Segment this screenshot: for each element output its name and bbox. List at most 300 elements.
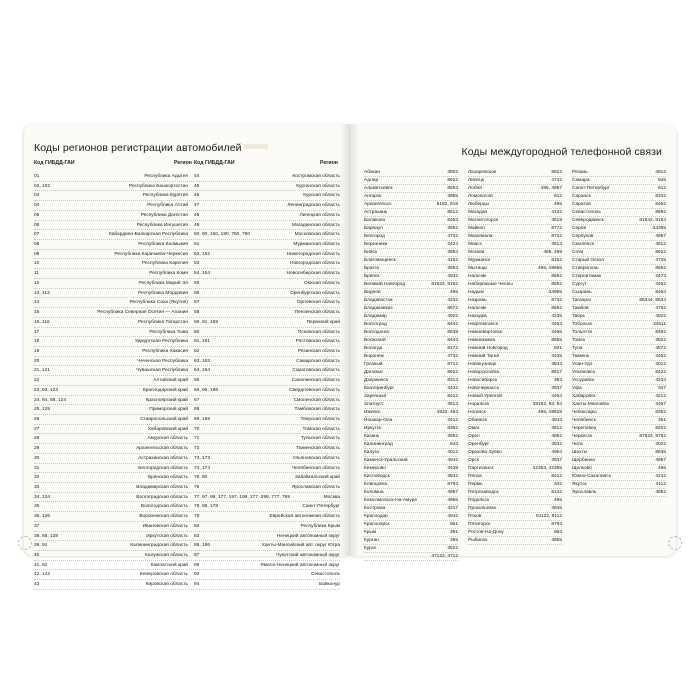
list-item bbox=[468, 337, 562, 345]
list-item bbox=[364, 273, 458, 281]
dialing-code: 34385 bbox=[652, 226, 666, 231]
list-item bbox=[468, 425, 562, 433]
dialing-code: 4236 bbox=[551, 314, 562, 319]
dialing-code: 3519 bbox=[551, 218, 562, 223]
region-name: Пензенская область bbox=[294, 310, 340, 316]
dialing-code: 495, 499 bbox=[543, 250, 562, 255]
region-code: 64, 164 bbox=[194, 368, 211, 374]
region-name: Республика Бурятия bbox=[142, 193, 188, 199]
region-name: Самарская область bbox=[296, 358, 340, 364]
table-row bbox=[34, 221, 340, 231]
city-name: Грозный bbox=[364, 362, 383, 367]
city-name: Северодвинск bbox=[572, 218, 604, 223]
list-item bbox=[364, 337, 458, 345]
region-name: Ростовская область bbox=[295, 339, 340, 345]
list-item bbox=[572, 305, 666, 313]
region-name: Москва bbox=[323, 494, 340, 500]
region-code: 63, 163 bbox=[194, 358, 211, 364]
dialing-code: 4942 bbox=[447, 514, 458, 519]
region-code: 65 bbox=[194, 378, 200, 384]
dialing-code: 34995 bbox=[548, 290, 562, 295]
region-code: 26 bbox=[34, 416, 40, 422]
table-row bbox=[34, 279, 340, 289]
region-name: Курская область bbox=[303, 193, 340, 199]
list-item bbox=[572, 465, 666, 473]
region-name: Еврейская автономная область bbox=[269, 514, 340, 520]
region-code: 94 bbox=[194, 582, 200, 588]
table-row bbox=[34, 454, 340, 464]
table-row bbox=[34, 532, 340, 542]
region-code: 62 bbox=[194, 348, 200, 354]
list-item bbox=[364, 409, 458, 417]
city-name: Новый Уренгой bbox=[468, 394, 502, 399]
table-row bbox=[34, 308, 340, 318]
city-name: Черкесск bbox=[572, 434, 593, 439]
table-row bbox=[34, 551, 340, 561]
region-code: 01 bbox=[34, 174, 40, 179]
region-code: 49 bbox=[194, 222, 200, 228]
city-name: Тверь bbox=[572, 314, 586, 319]
region-code: 39, 91 bbox=[34, 543, 48, 549]
list-item bbox=[572, 345, 666, 353]
table-row bbox=[34, 298, 340, 308]
dialing-code: 8362 bbox=[447, 426, 458, 431]
list-item bbox=[364, 497, 458, 505]
region-name: Чувашская Республика bbox=[136, 368, 188, 374]
vehicle-table-header bbox=[34, 160, 340, 170]
table-row bbox=[34, 172, 340, 182]
region-name: Камчатский край bbox=[150, 562, 188, 568]
dialing-code: 861 bbox=[449, 522, 458, 527]
city-name: Махачкала bbox=[468, 234, 493, 239]
dialing-code: 3812 bbox=[551, 426, 562, 431]
phone-codes-column-1 bbox=[364, 169, 458, 561]
region-name: Оренбургская область bbox=[290, 290, 340, 296]
city-name: Партизанск bbox=[468, 466, 494, 471]
region-code: 19 bbox=[34, 348, 40, 354]
list-item bbox=[364, 305, 458, 313]
dialing-code: 3466 bbox=[551, 330, 562, 335]
region-code: 71 bbox=[194, 436, 200, 442]
table-row bbox=[34, 561, 340, 571]
table-row bbox=[34, 444, 340, 454]
list-item bbox=[364, 441, 458, 449]
region-code: 17 bbox=[34, 329, 40, 335]
dialing-code: 4725 bbox=[655, 258, 666, 263]
list-item bbox=[572, 233, 666, 241]
region-code: 04 bbox=[34, 203, 40, 209]
dialing-code: 3955 bbox=[447, 194, 458, 199]
region-code: 03 bbox=[34, 193, 40, 199]
city-name: Шахты bbox=[572, 450, 588, 455]
region-code: 35 bbox=[34, 504, 40, 510]
dialing-code: 4843 bbox=[551, 418, 562, 423]
list-item bbox=[572, 313, 666, 321]
city-name: Москва bbox=[468, 250, 485, 255]
region-code: 78, 98, 178 bbox=[194, 504, 219, 510]
region-name: Кировская область bbox=[145, 582, 188, 588]
list-item bbox=[572, 401, 666, 409]
region-name: Саратовская область bbox=[292, 368, 340, 374]
list-item bbox=[572, 265, 666, 273]
city-name: Ярославль bbox=[572, 490, 597, 495]
region-code: 68 bbox=[194, 407, 200, 413]
city-name: Тольятти bbox=[572, 330, 593, 335]
dialing-code: 34511 bbox=[653, 322, 666, 327]
table-row bbox=[34, 405, 340, 415]
region-name: Чукотский автономный округ bbox=[276, 553, 340, 559]
region-code: 23, 93, 123 bbox=[34, 387, 59, 393]
table-row bbox=[34, 289, 340, 299]
list-item bbox=[572, 457, 666, 465]
list-item bbox=[468, 249, 562, 257]
region-name: Тульская область bbox=[300, 436, 340, 442]
dialing-code: 3522 bbox=[447, 546, 458, 551]
dialing-code: 4932, 493 bbox=[436, 410, 458, 415]
city-name: Новокузнецк bbox=[468, 362, 497, 367]
list-item bbox=[364, 217, 458, 225]
dialing-code: 4217 bbox=[447, 506, 458, 511]
city-name: Владикавказ bbox=[364, 306, 393, 311]
region-code: 52, 152 bbox=[194, 251, 211, 257]
region-code: 24, 84, 88, 124 bbox=[34, 397, 67, 403]
region-name: Владимирская область bbox=[136, 485, 188, 490]
city-name: Серов bbox=[572, 226, 587, 231]
list-item bbox=[364, 233, 458, 241]
header-region: Регион bbox=[174, 160, 192, 166]
region-name: Ярославская область bbox=[291, 485, 340, 490]
dialing-code: 8453 bbox=[447, 218, 458, 223]
region-name: Мурманская область bbox=[293, 242, 340, 248]
city-name: Коломна bbox=[364, 490, 384, 495]
region-name: Архангельская область bbox=[136, 446, 188, 452]
region-name: Ульяновская область bbox=[292, 455, 340, 461]
table-row bbox=[34, 347, 340, 357]
region-code: 59, 81, 159 bbox=[194, 319, 219, 325]
list-item bbox=[468, 329, 562, 337]
city-name: Подольск bbox=[468, 498, 490, 503]
region-code: 47 bbox=[194, 203, 200, 209]
region-name: Курганская область bbox=[296, 183, 340, 189]
dialing-code: 4722 bbox=[447, 234, 458, 239]
dialing-code: 3513 bbox=[551, 242, 562, 247]
dialing-code: 3842 bbox=[447, 474, 458, 479]
list-item bbox=[364, 393, 458, 401]
region-name: Магаданская область bbox=[291, 222, 340, 228]
region-name: Хабаровский край bbox=[147, 426, 188, 432]
list-item bbox=[364, 297, 458, 305]
region-name: Калининградская область bbox=[130, 543, 188, 549]
table-row bbox=[34, 415, 340, 425]
table-row bbox=[34, 337, 340, 347]
city-name: Оренбург bbox=[468, 442, 490, 447]
city-name: Кострома bbox=[364, 506, 386, 511]
city-name: Тамбов bbox=[572, 306, 589, 311]
dialing-code: 342 bbox=[553, 482, 562, 487]
region-code: 08 bbox=[34, 242, 40, 248]
city-name: Пермь bbox=[468, 482, 483, 487]
list-item bbox=[468, 233, 562, 241]
list-item bbox=[364, 185, 458, 193]
region-name: Новгородская область bbox=[290, 261, 340, 267]
city-name: Саранск bbox=[572, 194, 591, 199]
region-name: Севастополь bbox=[311, 572, 340, 578]
city-name: Хабаровск bbox=[572, 394, 596, 399]
dialing-code: 8672 bbox=[447, 306, 458, 311]
list-item bbox=[572, 433, 666, 441]
dialing-code: 8452 bbox=[655, 202, 666, 207]
city-name: Томск bbox=[572, 338, 586, 343]
table-row bbox=[34, 259, 340, 269]
region-code: 48 bbox=[194, 212, 200, 218]
region-code: 38, 85, 138 bbox=[34, 533, 59, 539]
dialing-code: 3435 bbox=[551, 354, 562, 359]
list-item bbox=[468, 505, 562, 513]
city-name: Ижевск bbox=[364, 410, 381, 415]
city-name: Владимир bbox=[364, 314, 387, 319]
city-name: Ульяновск bbox=[572, 370, 595, 375]
city-name: Великий Новгород bbox=[364, 282, 405, 287]
dialing-code: 4855 bbox=[551, 538, 562, 543]
city-name: Адлер bbox=[364, 178, 379, 183]
dialing-code: 4234 bbox=[655, 378, 666, 383]
vehicle-codes-table bbox=[34, 172, 340, 590]
region-name: Челябинская область bbox=[291, 465, 340, 471]
city-name: Петрозаводск bbox=[468, 490, 499, 495]
list-item bbox=[572, 353, 666, 361]
dialing-code: 3452 bbox=[655, 354, 666, 359]
region-name: Новосибирская область bbox=[286, 271, 340, 277]
region-code: 44 bbox=[194, 174, 200, 179]
table-row bbox=[34, 434, 340, 444]
dialing-code: 4162 bbox=[447, 258, 458, 263]
city-name: Новосибирск bbox=[468, 378, 497, 383]
table-row bbox=[34, 493, 340, 503]
list-item bbox=[572, 489, 666, 497]
region-name: Амурская область bbox=[147, 436, 188, 442]
region-name: Республика Мордовия bbox=[138, 290, 188, 296]
dialing-code: 8793 bbox=[551, 522, 562, 527]
city-name: Омск bbox=[468, 426, 480, 431]
city-name: Благовещенск bbox=[364, 258, 396, 263]
city-name: Йошкар-Ола bbox=[364, 418, 393, 423]
table-row bbox=[34, 328, 340, 338]
region-code: 43 bbox=[34, 582, 40, 588]
region-code: 41, 82 bbox=[34, 562, 48, 568]
dialing-code: 47122, 4712 bbox=[431, 554, 458, 559]
region-code: 77, 97, 99, 177, 197, 199, 277, 299, 777, 799 bbox=[194, 494, 291, 500]
region-name: Республика Крым bbox=[300, 523, 340, 529]
list-item bbox=[364, 513, 458, 521]
phone-codes-column-2 bbox=[468, 169, 562, 545]
dialing-code: 8464 bbox=[655, 290, 666, 295]
dialing-code: 3467 bbox=[655, 402, 666, 407]
list-item bbox=[468, 537, 562, 545]
region-code: 57 bbox=[194, 300, 200, 306]
region-name: Свердловская область bbox=[289, 387, 340, 393]
region-code: 22 bbox=[34, 378, 40, 384]
list-item bbox=[364, 209, 458, 217]
region-name: Калужская область bbox=[145, 553, 188, 559]
region-name: Смоленская область bbox=[293, 397, 340, 403]
city-name: Щербинка bbox=[572, 458, 595, 463]
dialing-code: 3846 bbox=[551, 506, 562, 511]
region-code: 05 bbox=[34, 212, 40, 218]
region-code: 18 bbox=[34, 339, 40, 345]
region-code: 10 bbox=[34, 261, 40, 267]
list-item bbox=[468, 185, 562, 193]
city-name: Уфа bbox=[572, 386, 582, 391]
list-item bbox=[364, 433, 458, 441]
list-item bbox=[572, 257, 666, 265]
list-item bbox=[468, 473, 562, 481]
dialing-code: 4862 bbox=[551, 434, 562, 439]
city-name: Казань bbox=[364, 434, 380, 439]
header-code: Код ГИБДД-ГАИ bbox=[34, 160, 75, 166]
list-item bbox=[572, 225, 666, 233]
dialing-code: 4852 bbox=[655, 490, 666, 495]
region-code: 14 bbox=[34, 300, 40, 306]
region-code: 87 bbox=[194, 553, 200, 559]
region-code: 45 bbox=[194, 183, 200, 189]
region-code: 67 bbox=[194, 397, 200, 403]
region-code: 51 bbox=[194, 242, 200, 248]
dialing-code: 3953 bbox=[447, 266, 458, 271]
city-name: Орск bbox=[468, 458, 479, 463]
dialing-code: 495 bbox=[553, 498, 562, 503]
dialing-code: 3012 bbox=[655, 362, 666, 367]
list-item bbox=[468, 521, 562, 529]
region-code: 15 bbox=[34, 310, 40, 316]
city-name: Прокопьевск bbox=[468, 506, 497, 511]
list-item bbox=[468, 481, 562, 489]
region-code: 50, 90, 150, 190, 750, 790 bbox=[194, 232, 251, 238]
list-item bbox=[468, 529, 562, 537]
city-name: Ставрополь bbox=[572, 266, 599, 271]
table-row bbox=[34, 318, 340, 328]
list-item bbox=[572, 201, 666, 209]
left-page bbox=[24, 124, 350, 588]
list-item bbox=[468, 225, 562, 233]
list-item bbox=[364, 417, 458, 425]
dialing-code: 8622 bbox=[551, 170, 562, 175]
dialing-code: 8443 bbox=[447, 338, 458, 343]
right-page bbox=[350, 124, 676, 559]
page-title-vehicle-codes: Коды регионов регистрации автомобилей bbox=[34, 142, 242, 154]
city-name: Заречный bbox=[364, 394, 387, 399]
list-item bbox=[468, 209, 562, 217]
list-item bbox=[468, 489, 562, 497]
city-name: Волгоград bbox=[364, 322, 387, 327]
list-item bbox=[364, 321, 458, 329]
dialing-code: 3902 bbox=[447, 170, 458, 175]
dialing-code: 8712 bbox=[447, 362, 458, 367]
list-item bbox=[364, 377, 458, 385]
dialing-code: 3022 bbox=[655, 442, 666, 447]
dialing-code: 8482 bbox=[655, 330, 666, 335]
table-row bbox=[34, 512, 340, 522]
region-name: Ивановская область bbox=[142, 523, 188, 529]
dialing-code: 4132 bbox=[551, 210, 562, 215]
list-item bbox=[572, 409, 666, 417]
city-name: Орехово-Зуево bbox=[468, 450, 502, 455]
region-name: Сахалинская область bbox=[291, 378, 340, 384]
region-name: Республика Башкортостан bbox=[128, 183, 188, 189]
dialing-code: 3537 bbox=[551, 458, 562, 463]
dialing-code: 4967 bbox=[655, 458, 666, 463]
city-name: Красноярск bbox=[364, 522, 390, 527]
dialing-code: 8142 bbox=[551, 490, 562, 495]
region-code: 73, 173 bbox=[194, 455, 211, 461]
list-item bbox=[364, 361, 458, 369]
city-name: Каменск-Уральский bbox=[364, 458, 408, 463]
list-item bbox=[364, 225, 458, 233]
city-name: Лазаревское bbox=[468, 170, 497, 175]
table-row bbox=[34, 357, 340, 367]
dialing-code: 8552 bbox=[551, 282, 562, 287]
table-row bbox=[34, 211, 340, 221]
dialing-code: 4812 bbox=[655, 242, 666, 247]
list-item bbox=[364, 385, 458, 393]
dialing-code: 3432 bbox=[447, 386, 458, 391]
dialing-code: 8182, 818 bbox=[436, 202, 458, 207]
dialing-code: 8202 bbox=[655, 426, 666, 431]
region-name: Красноярский край bbox=[145, 397, 188, 403]
region-code: 69, 169 bbox=[194, 416, 211, 422]
page-title-phone-codes: Коды междугородной телефонной связи bbox=[461, 146, 662, 158]
table-row bbox=[34, 191, 340, 201]
region-name: Белгородская область bbox=[138, 465, 188, 471]
dialing-code: 4112 bbox=[655, 482, 666, 487]
dialing-code: 4966 bbox=[447, 498, 458, 503]
city-name: Ханты-Мансийск bbox=[572, 402, 610, 407]
region-name: Астраханская область bbox=[138, 455, 188, 461]
table-row bbox=[34, 376, 340, 386]
list-item bbox=[572, 329, 666, 337]
dialing-code: 8412 bbox=[551, 474, 562, 479]
dialing-code: 3412 bbox=[447, 418, 458, 423]
city-name: Ногинск bbox=[468, 410, 486, 415]
region-code: 34, 134 bbox=[34, 494, 51, 500]
region-name: Томская область bbox=[302, 426, 340, 432]
dialing-code: 3462 bbox=[655, 282, 666, 287]
city-name: Орел bbox=[468, 434, 480, 439]
list-item bbox=[468, 393, 562, 401]
city-name: Новороссийск bbox=[468, 370, 500, 375]
table-row bbox=[34, 502, 340, 512]
list-item bbox=[468, 369, 562, 377]
city-name: Нижнекамск bbox=[468, 338, 496, 343]
dialing-code: 8622 bbox=[655, 250, 666, 255]
city-name: Улан-Удэ bbox=[572, 362, 593, 367]
region-code: 56 bbox=[194, 290, 200, 296]
list-item bbox=[468, 345, 562, 353]
dialing-code: 351 bbox=[657, 418, 666, 423]
list-item bbox=[572, 337, 666, 345]
region-name: Ненецкий автономный округ bbox=[276, 533, 340, 539]
region-code: 54, 154 bbox=[194, 271, 211, 277]
dialing-code: 846 bbox=[657, 178, 666, 183]
dialing-code: 4872 bbox=[655, 346, 666, 351]
list-item bbox=[364, 481, 458, 489]
list-item bbox=[364, 537, 458, 545]
region-name: Республика Карачаево-Черкесия bbox=[114, 251, 188, 257]
city-name: Курган bbox=[364, 538, 379, 543]
city-name: Братск bbox=[364, 266, 380, 271]
region-name: Республика Татарстан bbox=[138, 319, 188, 325]
city-name: Псков bbox=[468, 514, 482, 519]
city-name: Миасс bbox=[468, 242, 483, 247]
